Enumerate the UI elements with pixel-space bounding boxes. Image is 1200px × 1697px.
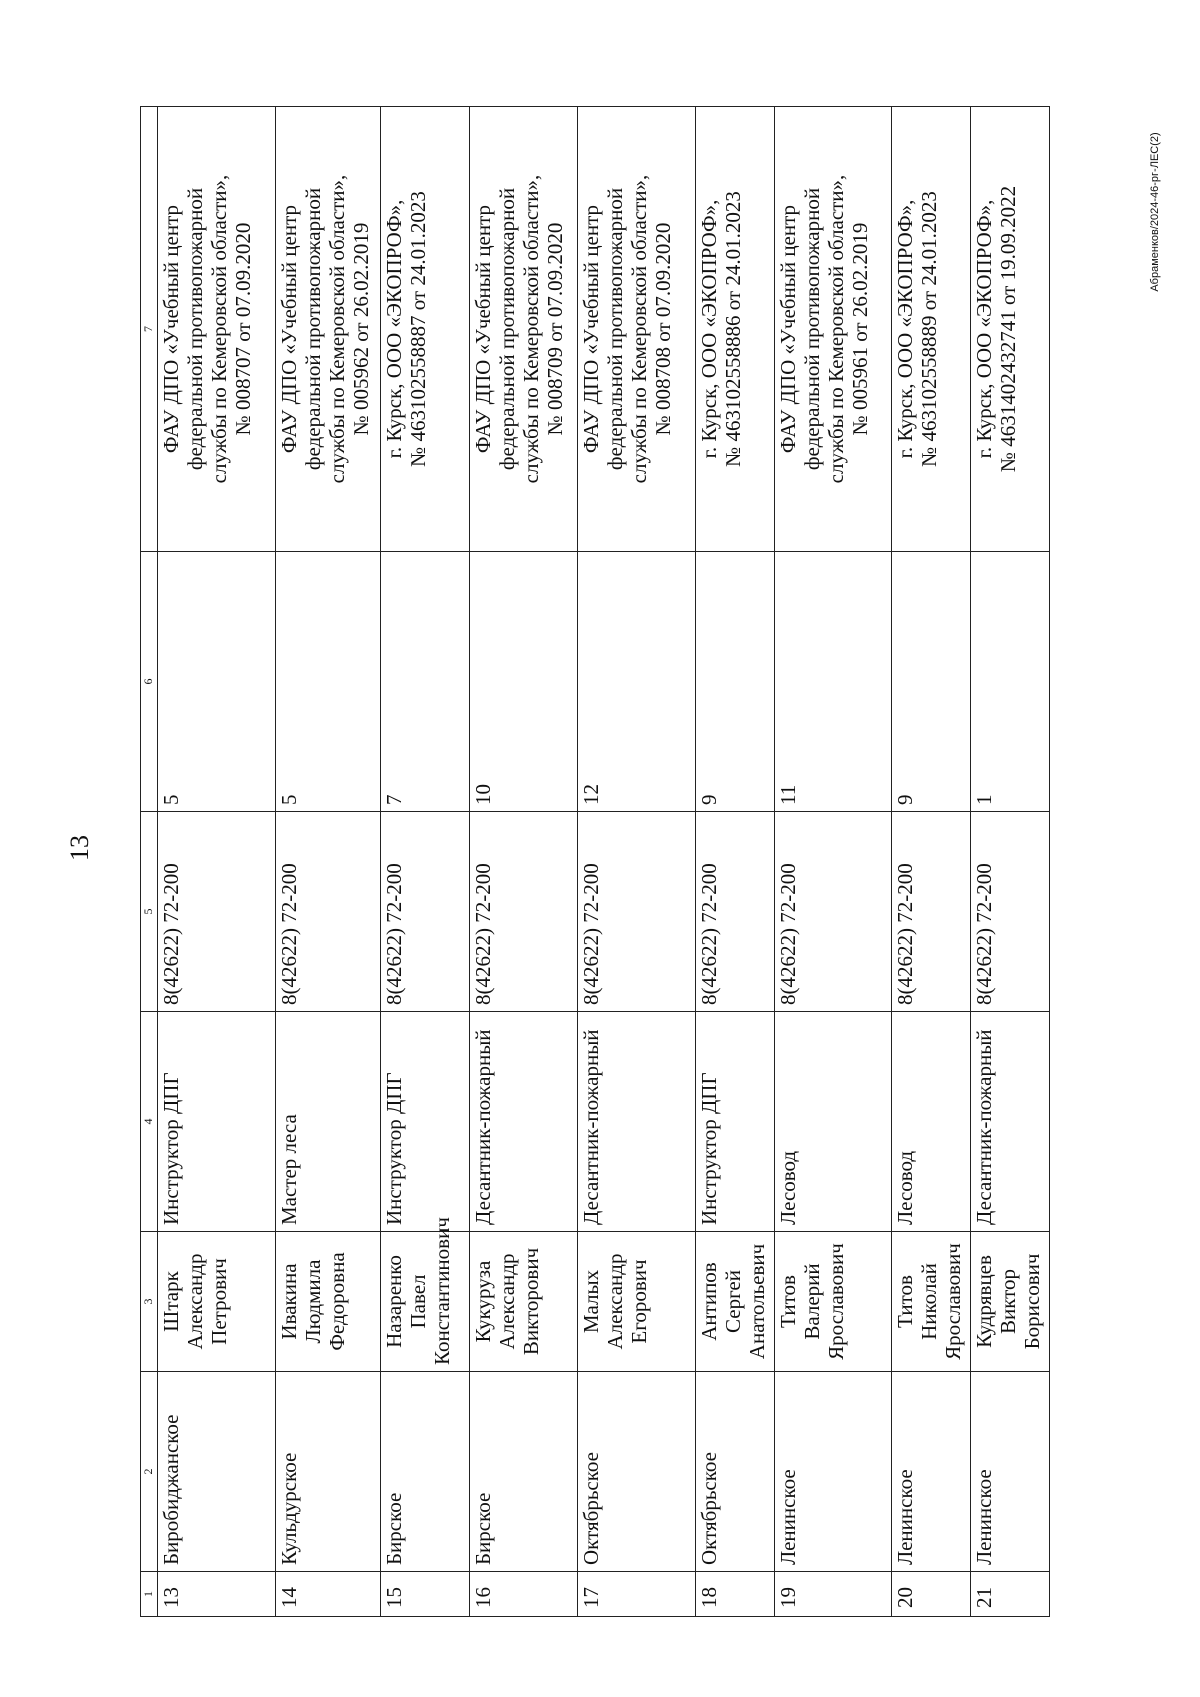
experience-years: 9 (891, 552, 970, 812)
row-number: 13 (158, 1572, 276, 1617)
table-row (158, 107, 276, 1617)
forestry-district: Кульдурское (276, 1372, 381, 1572)
table-row (470, 107, 578, 1617)
experience-years: 7 (380, 552, 470, 812)
training-certificate: ФАУ ДПО «Учебный центр федеральной противопожарной службы по Кемеровской области», № 005962 от 26.02.2019 (276, 107, 381, 552)
row-number: 18 (696, 1572, 775, 1617)
col-header-7: 7 (141, 107, 158, 552)
experience-years: 1 (970, 552, 1049, 812)
row-number: 14 (276, 1572, 381, 1617)
employee-position: Инструктор ДПГ (696, 1012, 775, 1232)
employee-name: Кудрявцев Виктор Борисович (970, 1232, 1049, 1372)
page-number: 13 (65, 835, 94, 861)
forestry-district: Октябрьское (578, 1372, 696, 1572)
employee-position: Десантник-пожарный (578, 1012, 696, 1232)
table-row (696, 107, 775, 1617)
row-number: 17 (578, 1572, 696, 1617)
phone-number: 8(42622) 72-200 (470, 812, 578, 1012)
table-row (380, 107, 470, 1617)
employee-name: Антипов Сергей Анатольевич (696, 1232, 775, 1372)
experience-years: 12 (578, 552, 696, 812)
col-header-4: 4 (141, 1012, 158, 1232)
employee-name: Ивакина Людмила Федоровна (276, 1232, 381, 1372)
employee-name: Штарк Александр Петрович (158, 1232, 276, 1372)
row-number: 16 (470, 1572, 578, 1617)
forestry-district: Октябрьское (696, 1372, 775, 1572)
training-certificate: ФАУ ДПО «Учебный центр федеральной противопожарной службы по Кемеровской области», № 008707 от 07.09.2020 (158, 107, 276, 552)
table-row (276, 107, 381, 1617)
phone-number: 8(42622) 72-200 (970, 812, 1049, 1012)
phone-number: 8(42622) 72-200 (380, 812, 470, 1012)
employee-name: Титов Валерий Ярославович (775, 1232, 891, 1372)
col-header-3: 3 (141, 1232, 158, 1372)
experience-years: 9 (696, 552, 775, 812)
phone-number: 8(42622) 72-200 (696, 812, 775, 1012)
forestry-district: Бирское (380, 1372, 470, 1572)
row-number: 20 (891, 1572, 970, 1617)
training-certificate: г. Курск, ООО «ЭКОПРОФ», № 463102558889 от 24.01.2023 (891, 107, 970, 552)
employee-position: Десантник-пожарный (970, 1012, 1049, 1232)
rotated-table-container (140, 107, 1050, 1617)
phone-number: 8(42622) 72-200 (891, 812, 970, 1012)
forestry-district: Ленинское (891, 1372, 970, 1572)
experience-years: 11 (775, 552, 891, 812)
row-number: 15 (380, 1572, 470, 1617)
phone-number: 8(42622) 72-200 (158, 812, 276, 1012)
phone-number: 8(42622) 72-200 (775, 812, 891, 1012)
forestry-district: Биробиджанское (158, 1372, 276, 1572)
employee-name: Назаренко Павел Константинович (380, 1232, 470, 1372)
training-certificate: ФАУ ДПО «Учебный центр федеральной противопожарной службы по Кемеровской области», № 008708 от 07.09.2020 (578, 107, 696, 552)
phone-number: 8(42622) 72-200 (578, 812, 696, 1012)
experience-years: 10 (470, 552, 578, 812)
phone-number: 8(42622) 72-200 (276, 812, 381, 1012)
col-header-6: 6 (141, 552, 158, 812)
col-header-1: 1 (141, 1572, 158, 1617)
document-code: Абраменков/2024-46-рг-ЛЕС(2) (1149, 132, 1161, 292)
employee-position: Мастер леса (276, 1012, 381, 1232)
forestry-district: Бирское (470, 1372, 578, 1572)
table-row (891, 107, 970, 1617)
col-header-2: 2 (141, 1372, 158, 1572)
experience-years: 5 (158, 552, 276, 812)
employee-name: Кукуруза Александр Викторович (470, 1232, 578, 1372)
employee-position: Инструктор ДПГ (158, 1012, 276, 1232)
training-certificate: г. Курск, ООО «ЭКОПРОФ», № 463102558886 от 24.01.2023 (696, 107, 775, 552)
personnel-table (140, 106, 1050, 1617)
forestry-district: Ленинское (775, 1372, 891, 1572)
column-number-row (141, 107, 158, 1617)
employee-position: Лесовод (891, 1012, 970, 1232)
training-certificate: ФАУ ДПО «Учебный центр федеральной противопожарной службы по Кемеровской области», № 005961 от 26.02.2019 (775, 107, 891, 552)
training-certificate: г. Курск, ООО «ЭКОПРОФ», № 4631402432741 от 19.09.2022 (970, 107, 1049, 552)
table-row (970, 107, 1049, 1617)
table-row (775, 107, 891, 1617)
employee-name: Малых Александр Егорович (578, 1232, 696, 1372)
employee-position: Десантник-пожарный (470, 1012, 578, 1232)
row-number: 19 (775, 1572, 891, 1617)
employee-position: Инструктор ДПГ (380, 1012, 470, 1232)
forestry-district: Ленинское (970, 1372, 1049, 1572)
experience-years: 5 (276, 552, 381, 812)
employee-name: Титов Николай Ярославович (891, 1232, 970, 1372)
row-number: 21 (970, 1572, 1049, 1617)
training-certificate: ФАУ ДПО «Учебный центр федеральной противопожарной службы по Кемеровской области», № 008709 от 07.09.2020 (470, 107, 578, 552)
table-row (578, 107, 696, 1617)
employee-position: Лесовод (775, 1012, 891, 1232)
training-certificate: г. Курск, ООО «ЭКОПРОФ», № 463102558887 от 24.01.2023 (380, 107, 470, 552)
col-header-5: 5 (141, 812, 158, 1012)
